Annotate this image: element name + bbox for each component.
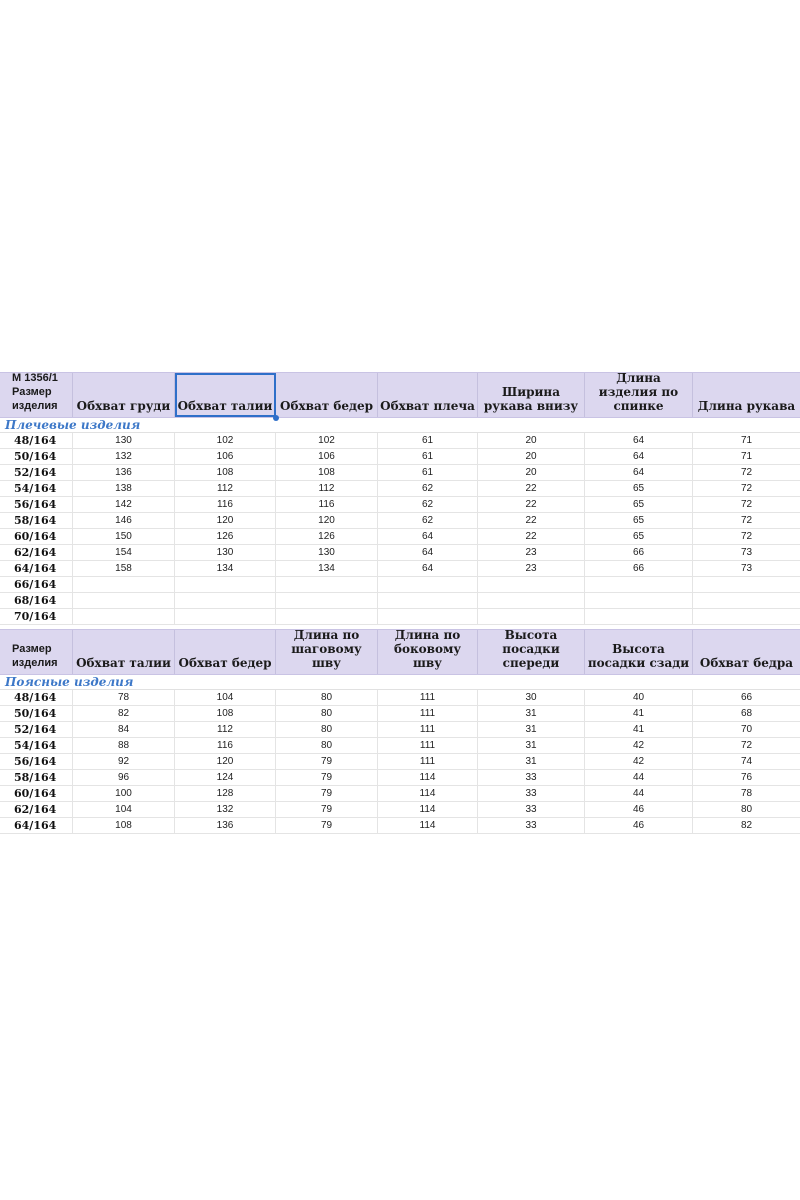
- value-cell[interactable]: 116: [175, 738, 276, 753]
- value-cell[interactable]: 132: [175, 802, 276, 817]
- value-cell[interactable]: 33: [478, 802, 585, 817]
- header-cell[interactable]: Обхват талии: [73, 630, 175, 674]
- value-cell[interactable]: 80: [276, 706, 378, 721]
- table-row: [0, 738, 800, 754]
- value-cell[interactable]: 44: [585, 786, 693, 801]
- value-cell[interactable]: 112: [175, 481, 276, 496]
- value-cell[interactable]: 82: [73, 706, 175, 721]
- value-cell[interactable]: 106: [175, 449, 276, 464]
- table-row: [0, 433, 800, 449]
- value-cell[interactable]: [378, 593, 478, 608]
- value-cell[interactable]: 30: [478, 690, 585, 705]
- table-row: [0, 545, 800, 561]
- value-cell[interactable]: 31: [478, 722, 585, 737]
- header-cell[interactable]: Высота посадки сзади: [585, 630, 693, 674]
- table-row: [0, 706, 800, 722]
- value-cell[interactable]: 124: [175, 770, 276, 785]
- value-cell[interactable]: 108: [276, 465, 378, 480]
- value-cell[interactable]: 40: [585, 690, 693, 705]
- value-cell[interactable]: 79: [276, 818, 378, 833]
- value-cell[interactable]: 88: [73, 738, 175, 753]
- value-cell[interactable]: 102: [276, 433, 378, 448]
- value-cell[interactable]: 62: [378, 513, 478, 528]
- value-cell[interactable]: 114: [378, 818, 478, 833]
- header-row-shoulder: [0, 372, 800, 418]
- value-cell[interactable]: 78: [73, 690, 175, 705]
- value-cell[interactable]: [378, 609, 478, 624]
- size-cell[interactable]: 56/164: [0, 497, 73, 512]
- value-cell[interactable]: 62: [378, 481, 478, 496]
- value-cell[interactable]: 104: [73, 802, 175, 817]
- value-cell[interactable]: 33: [478, 818, 585, 833]
- size-cell[interactable]: 66/164: [0, 577, 73, 592]
- value-cell[interactable]: 33: [478, 786, 585, 801]
- size-cell[interactable]: 58/164: [0, 513, 73, 528]
- header-cell-selected[interactable]: [175, 373, 276, 417]
- value-cell[interactable]: 136: [73, 465, 175, 480]
- value-cell[interactable]: 114: [378, 802, 478, 817]
- header-cell-size[interactable]: Размер изделия: [0, 630, 73, 674]
- shoulder-rows: [0, 433, 800, 625]
- value-cell[interactable]: 120: [276, 513, 378, 528]
- table-row: [0, 561, 800, 577]
- value-cell[interactable]: 114: [378, 770, 478, 785]
- value-cell[interactable]: 132: [73, 449, 175, 464]
- value-cell[interactable]: 134: [175, 561, 276, 576]
- value-cell[interactable]: 111: [378, 738, 478, 753]
- value-cell[interactable]: 116: [276, 497, 378, 512]
- value-cell[interactable]: [175, 609, 276, 624]
- value-cell[interactable]: 42: [585, 754, 693, 769]
- value-cell[interactable]: 65: [585, 497, 693, 512]
- value-cell[interactable]: [693, 609, 800, 624]
- value-cell[interactable]: [585, 609, 693, 624]
- value-cell[interactable]: 158: [73, 561, 175, 576]
- table-row: [0, 802, 800, 818]
- value-cell[interactable]: 64: [585, 449, 693, 464]
- table-row: [0, 754, 800, 770]
- value-cell[interactable]: 80: [276, 722, 378, 737]
- value-cell[interactable]: 66: [585, 561, 693, 576]
- header-cell[interactable]: Длина изделия по спинке: [585, 373, 693, 417]
- size-cell[interactable]: 48/164: [0, 433, 73, 448]
- header-cell[interactable]: Обхват бедер: [276, 373, 378, 417]
- value-cell[interactable]: 154: [73, 545, 175, 560]
- value-cell[interactable]: 66: [740, 692, 753, 703]
- value-cell[interactable]: 80: [740, 804, 753, 815]
- value-cell[interactable]: 64: [378, 529, 478, 544]
- table-row: [0, 593, 800, 609]
- value-cell[interactable]: 92: [73, 754, 175, 769]
- value-cell[interactable]: 84: [73, 722, 175, 737]
- value-cell[interactable]: 23: [478, 545, 585, 560]
- value-cell[interactable]: 22: [478, 529, 585, 544]
- value-cell[interactable]: [478, 609, 585, 624]
- table-row: [0, 577, 800, 593]
- value-cell[interactable]: 120: [175, 754, 276, 769]
- size-cell[interactable]: 50/164: [0, 449, 73, 464]
- table-row: [0, 513, 800, 529]
- spreadsheet: [0, 372, 800, 834]
- value-cell[interactable]: 96: [73, 770, 175, 785]
- header-cell[interactable]: Ширина рукава внизу: [478, 373, 585, 417]
- value-cell[interactable]: [585, 593, 693, 608]
- value-cell[interactable]: [73, 577, 175, 592]
- table-row: [0, 497, 800, 513]
- size-cell[interactable]: 52/164: [0, 722, 73, 737]
- value-cell[interactable]: 72: [740, 483, 753, 494]
- section-title-shoulder: Плечевые изделия: [0, 418, 800, 433]
- value-cell[interactable]: 114: [378, 786, 478, 801]
- value-cell[interactable]: 80: [276, 738, 378, 753]
- value-cell[interactable]: 20: [478, 465, 585, 480]
- value-cell[interactable]: 106: [276, 449, 378, 464]
- size-cell[interactable]: 54/164: [0, 738, 73, 753]
- value-cell[interactable]: 130: [276, 545, 378, 560]
- header-cell[interactable]: Длина по боковому шву: [378, 630, 478, 674]
- value-cell[interactable]: 68: [740, 708, 753, 719]
- value-cell[interactable]: 62: [378, 497, 478, 512]
- table-row: [0, 609, 800, 625]
- value-cell[interactable]: 128: [175, 786, 276, 801]
- value-cell[interactable]: 108: [73, 818, 175, 833]
- value-cell[interactable]: 72: [740, 740, 753, 751]
- header-size-label: Размер изделия: [12, 386, 58, 412]
- value-cell[interactable]: 108: [175, 465, 276, 480]
- value-cell[interactable]: [378, 577, 478, 592]
- value-cell[interactable]: 79: [276, 770, 378, 785]
- value-cell[interactable]: 79: [276, 802, 378, 817]
- value-cell[interactable]: [73, 593, 175, 608]
- value-cell[interactable]: [73, 609, 175, 624]
- value-cell[interactable]: 71: [740, 435, 753, 446]
- value-cell[interactable]: [478, 593, 585, 608]
- waist-rows: [0, 690, 800, 834]
- table-row: [0, 529, 800, 545]
- value-cell[interactable]: 23: [478, 561, 585, 576]
- value-cell[interactable]: 64: [378, 545, 478, 560]
- value-cell[interactable]: 150: [73, 529, 175, 544]
- value-cell[interactable]: [478, 577, 585, 592]
- size-cell[interactable]: 50/164: [0, 706, 73, 721]
- header-cell[interactable]: Обхват плеча: [378, 373, 478, 417]
- header-cell[interactable]: Обхват бедер: [175, 630, 276, 674]
- table-row: [0, 449, 800, 465]
- header-cell[interactable]: Длина по шаговому шву: [276, 630, 378, 674]
- value-cell[interactable]: 126: [276, 529, 378, 544]
- size-cell[interactable]: 68/164: [0, 593, 73, 608]
- header-cell[interactable]: Длина рукава: [697, 399, 796, 413]
- value-cell[interactable]: 46: [585, 802, 693, 817]
- header-cell-label: Обхват талии: [177, 399, 273, 413]
- value-cell[interactable]: 146: [73, 513, 175, 528]
- value-cell[interactable]: 72: [740, 467, 753, 478]
- value-cell[interactable]: 41: [585, 722, 693, 737]
- value-cell[interactable]: 66: [585, 545, 693, 560]
- value-cell[interactable]: 134: [276, 561, 378, 576]
- value-cell[interactable]: 61: [378, 465, 478, 480]
- value-cell[interactable]: 74: [740, 756, 753, 767]
- size-cell[interactable]: 64/164: [0, 818, 73, 833]
- value-cell[interactable]: 61: [378, 449, 478, 464]
- value-cell[interactable]: 31: [478, 706, 585, 721]
- value-cell[interactable]: [585, 577, 693, 592]
- value-cell[interactable]: [276, 593, 378, 608]
- table-row: [0, 690, 800, 706]
- value-cell[interactable]: 41: [585, 706, 693, 721]
- value-cell[interactable]: 31: [478, 754, 585, 769]
- value-cell[interactable]: 130: [175, 545, 276, 560]
- value-cell[interactable]: 111: [378, 690, 478, 705]
- header-row-waist: [0, 629, 800, 675]
- size-cell[interactable]: 62/164: [0, 802, 73, 817]
- size-cell[interactable]: 60/164: [0, 529, 73, 544]
- value-cell[interactable]: 65: [585, 513, 693, 528]
- value-cell[interactable]: 136: [175, 818, 276, 833]
- table-row: [0, 722, 800, 738]
- value-cell[interactable]: 111: [378, 706, 478, 721]
- section-title-waist: Поясные изделия: [0, 675, 800, 690]
- value-cell[interactable]: 31: [478, 738, 585, 753]
- value-cell[interactable]: 72: [740, 499, 753, 510]
- value-cell[interactable]: 61: [378, 433, 478, 448]
- value-cell[interactable]: 44: [585, 770, 693, 785]
- value-cell[interactable]: 116: [175, 497, 276, 512]
- size-cell[interactable]: 60/164: [0, 786, 73, 801]
- value-cell[interactable]: 79: [276, 786, 378, 801]
- value-cell[interactable]: [693, 593, 800, 608]
- value-cell[interactable]: 70: [740, 724, 753, 735]
- value-cell[interactable]: 80: [276, 690, 378, 705]
- size-cell[interactable]: 54/164: [0, 481, 73, 496]
- value-cell[interactable]: [276, 577, 378, 592]
- header-cell[interactable]: Высота посадки спереди: [478, 630, 585, 674]
- value-cell[interactable]: 46: [585, 818, 693, 833]
- value-cell[interactable]: 73: [740, 547, 753, 558]
- model-label: M 1356/1: [12, 372, 58, 384]
- value-cell[interactable]: 111: [378, 754, 478, 769]
- size-cell[interactable]: 62/164: [0, 545, 73, 560]
- value-cell[interactable]: [276, 609, 378, 624]
- size-cell[interactable]: 58/164: [0, 770, 73, 785]
- value-cell[interactable]: 104: [175, 690, 276, 705]
- value-cell[interactable]: 33: [478, 770, 585, 785]
- size-cell[interactable]: 56/164: [0, 754, 73, 769]
- value-cell[interactable]: [693, 577, 800, 592]
- table-row: [0, 481, 800, 497]
- header-cell[interactable]: Обхват бедра: [699, 656, 794, 670]
- size-cell[interactable]: 52/164: [0, 465, 73, 480]
- table-row: [0, 770, 800, 786]
- value-cell[interactable]: 111: [378, 722, 478, 737]
- value-cell[interactable]: 82: [740, 820, 753, 831]
- value-cell[interactable]: 112: [276, 481, 378, 496]
- value-cell[interactable]: 22: [478, 513, 585, 528]
- selection-fill-handle[interactable]: [273, 415, 279, 421]
- table-row: [0, 818, 800, 834]
- value-cell[interactable]: 112: [175, 722, 276, 737]
- table-row: [0, 465, 800, 481]
- value-cell[interactable]: 126: [175, 529, 276, 544]
- value-cell[interactable]: 71: [740, 451, 753, 462]
- value-cell[interactable]: 130: [73, 433, 175, 448]
- value-cell[interactable]: 22: [478, 497, 585, 512]
- value-cell[interactable]: 108: [175, 706, 276, 721]
- value-cell[interactable]: 64: [585, 465, 693, 480]
- value-cell[interactable]: 79: [276, 754, 378, 769]
- value-cell[interactable]: 72: [740, 515, 753, 526]
- value-cell[interactable]: 64: [585, 433, 693, 448]
- value-cell[interactable]: [175, 593, 276, 608]
- value-cell[interactable]: 65: [585, 529, 693, 544]
- value-cell[interactable]: 138: [73, 481, 175, 496]
- value-cell[interactable]: 65: [585, 481, 693, 496]
- value-cell[interactable]: 100: [73, 786, 175, 801]
- value-cell[interactable]: 22: [478, 481, 585, 496]
- value-cell[interactable]: 20: [478, 433, 585, 448]
- value-cell[interactable]: 78: [740, 788, 753, 799]
- value-cell[interactable]: 142: [73, 497, 175, 512]
- header-cell-size[interactable]: [0, 373, 73, 417]
- header-cell[interactable]: Обхват груди: [73, 373, 175, 417]
- table-row: [0, 786, 800, 802]
- size-cell[interactable]: 48/164: [0, 690, 73, 705]
- size-cell[interactable]: 70/164: [0, 609, 73, 624]
- value-cell[interactable]: 20: [478, 449, 585, 464]
- value-cell[interactable]: 64: [378, 561, 478, 576]
- value-cell[interactable]: 102: [175, 433, 276, 448]
- value-cell[interactable]: 73: [740, 563, 753, 574]
- value-cell[interactable]: 76: [740, 772, 753, 783]
- value-cell[interactable]: 42: [585, 738, 693, 753]
- value-cell[interactable]: 120: [175, 513, 276, 528]
- value-cell[interactable]: [175, 577, 276, 592]
- size-cell[interactable]: 64/164: [0, 561, 73, 576]
- value-cell[interactable]: 72: [740, 531, 753, 542]
